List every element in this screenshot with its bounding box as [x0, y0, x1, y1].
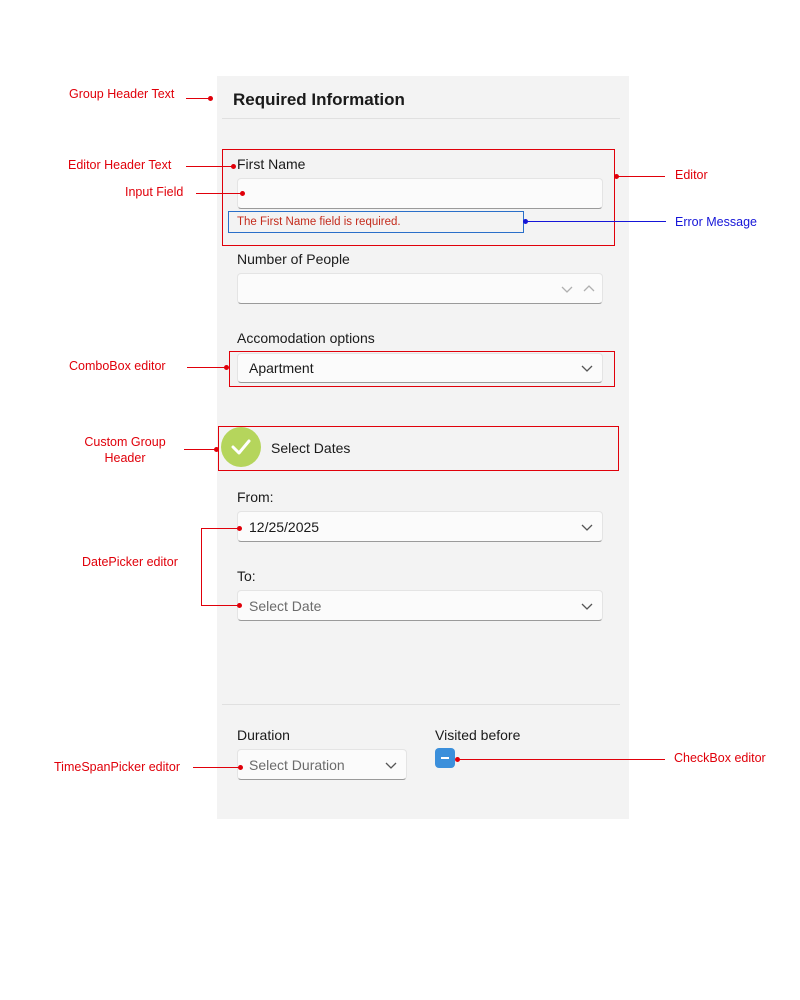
annotation-leader-line [193, 767, 240, 768]
chevron-down-icon [384, 760, 398, 770]
annotation-dot [237, 526, 242, 531]
annotation-leader-line [196, 193, 242, 194]
annotation-leader-line [617, 176, 665, 177]
annotation-checkbox-editor: CheckBox editor [674, 751, 766, 765]
annotation-leader-line [458, 759, 665, 760]
annotation-custom-group-header-line2: Header [104, 451, 146, 465]
from-label: From: [237, 489, 274, 505]
group-header-divider [222, 118, 620, 119]
visited-before-label: Visited before [435, 727, 521, 743]
annotation-dot [238, 765, 243, 770]
first-name-label: First Name [237, 156, 306, 172]
annotation-group-header-text: Group Header Text [69, 87, 175, 101]
from-date-value: 12/25/2025 [249, 518, 320, 535]
number-of-people-label: Number of People [237, 251, 350, 267]
duration-label: Duration [237, 727, 290, 743]
group-divider [222, 704, 620, 705]
annotation-dot [208, 96, 213, 101]
spin-up-icon[interactable] [582, 284, 596, 294]
editor-highlight-frame [222, 149, 615, 246]
annotation-dot [237, 603, 242, 608]
annotation-combobox-editor: ComboBox editor [69, 359, 166, 373]
annotation-dot [224, 365, 229, 370]
annotation-dot [214, 447, 219, 452]
to-datepicker[interactable] [237, 590, 603, 621]
annotation-leader-line [187, 367, 227, 368]
to-date-placeholder: Select Date [249, 597, 322, 614]
accommodation-label: Accomodation options [237, 330, 375, 346]
visited-before-checkbox[interactable] [435, 748, 455, 768]
chevron-down-icon [580, 522, 594, 532]
spin-down-icon[interactable] [560, 284, 574, 294]
first-name-error-message: The First Name field is required. [237, 216, 401, 228]
annotation-leader-line [201, 605, 239, 606]
group-header-title: Required Information [233, 90, 405, 109]
annotation-timespanpicker-editor: TimeSpanPicker editor [54, 760, 180, 774]
indeterminate-checkbox-icon [441, 757, 449, 759]
annotation-custom-group-header-line1: Custom Group [84, 435, 166, 449]
number-of-people-input[interactable] [237, 273, 603, 304]
annotation-leader-line [526, 221, 666, 222]
annotation-datepicker-editor: DatePicker editor [82, 555, 178, 569]
annotation-editor: Editor [675, 168, 708, 182]
annotation-leader-line [186, 98, 210, 99]
annotation-leader-line [201, 528, 239, 529]
annotation-error-message: Error Message [675, 215, 757, 229]
annotation-leader-line [184, 449, 217, 450]
annotation-input-field: Input Field [125, 185, 184, 199]
select-dates-header: Select Dates [271, 440, 351, 456]
annotation-custom-group-header [75, 434, 175, 466]
custom-header-highlight-frame [218, 426, 619, 471]
chevron-down-icon [580, 601, 594, 611]
annotation-bracket-line [201, 528, 202, 606]
annotation-dot [240, 191, 245, 196]
accommodation-selected-value: Apartment [249, 360, 314, 376]
duration-placeholder: Select Duration [249, 756, 345, 773]
combobox-highlight-frame [229, 351, 615, 387]
annotation-leader-line [186, 166, 234, 167]
duration-timespanpicker[interactable] [237, 749, 407, 780]
from-datepicker[interactable] [237, 511, 603, 542]
annotation-editor-header-text: Editor Header Text [68, 158, 172, 172]
to-label: To: [237, 568, 256, 584]
annotation-dot [231, 164, 236, 169]
